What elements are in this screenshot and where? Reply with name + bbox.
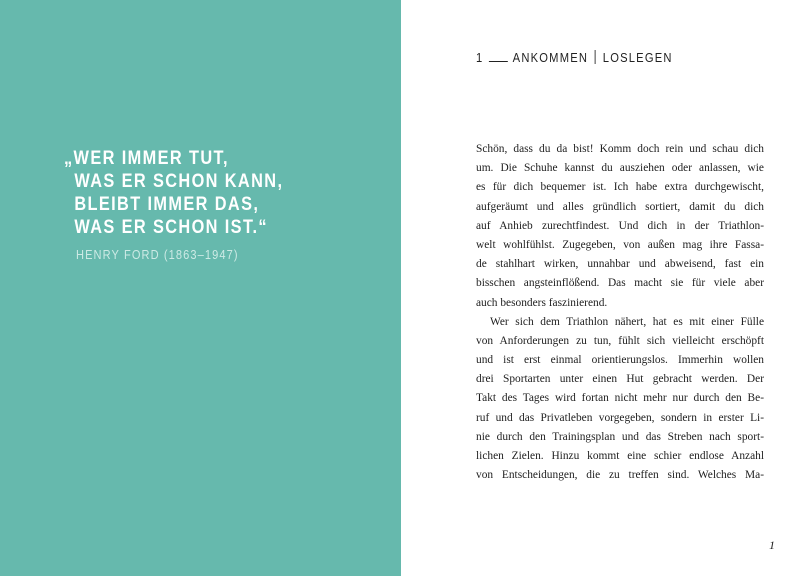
body-line: es für dich bequemer ist. Ich habe extra durchgewischt, — [476, 181, 764, 194]
body-line: bisschen angsteinflößend. Das macht sie für viele aber — [476, 277, 764, 290]
body-line: nie durch den Trainingsplan und das Streben nach sport- — [476, 430, 764, 443]
quote-line: „WER IMMER TUT, — [64, 148, 229, 169]
right-page-text — [401, 0, 800, 576]
body-line: welt wohlfühlst. Zugegeben, von außen mag ihre Fassa- — [476, 238, 764, 251]
body-line: Schön, dass du da bist! Komm doch rein und schau dich — [476, 143, 764, 155]
body-line: von Anforderungen zu tun, fühlt sich vielleicht erschöpft — [476, 334, 764, 347]
body-line: de stahlhart wirken, unnahbar und abweisend, fast ein — [476, 258, 764, 271]
running-head-divider — [595, 50, 596, 64]
body-text — [476, 140, 764, 485]
body-line: lichen Zielen. Hinzu kommt eine schier endlose Anzahl — [476, 450, 764, 462]
chapter-number: 1 — [476, 50, 484, 65]
running-head-dash — [489, 61, 508, 62]
body-line: auch besonders faszinierend. — [476, 296, 608, 309]
body-line: Takt des Tages wird fortan nicht mehr nur durch den Be- — [476, 392, 764, 405]
page-number: 1 — [769, 538, 775, 552]
quote-line: BLEIBT IMMER DAS, — [74, 194, 260, 215]
body-line: und ist erst einmal orientierungslos. Immerhin wollen — [476, 354, 764, 367]
quote-attribution: HENRY FORD (1863–1947) — [76, 247, 239, 262]
body-line: Wer sich dem Triathlon nähert, hat es mit einer Fülle — [490, 315, 764, 328]
body-line: auf Anhieb zurechtfindest. Und dich in der Triathlon- — [476, 219, 764, 232]
quote-line: WAS ER SCHON IST.“ — [74, 217, 268, 238]
running-head — [476, 50, 673, 65]
body-line: ruf und das Privatleben vorgegeben, sondern in erster Li- — [476, 411, 764, 424]
running-head-part-one: ANKOMMEN — [512, 50, 589, 65]
body-line: um. Die Schuhe kannst du ausziehen oder anlassen, wie — [476, 162, 764, 175]
body-line: drei Sportarten unter einen Hut gebracht werden. Der — [476, 373, 764, 386]
running-head-part-two: LOSLEGEN — [602, 50, 673, 65]
body-line: aufgeräumt und alles gründlich sortiert, damit du dich — [476, 200, 764, 213]
body-line: von Entscheidungen, die zu treffen sind. Welches Ma- — [476, 469, 764, 482]
quote-line: WAS ER SCHON KANN, — [74, 171, 284, 192]
epigraph-quote — [64, 147, 339, 239]
